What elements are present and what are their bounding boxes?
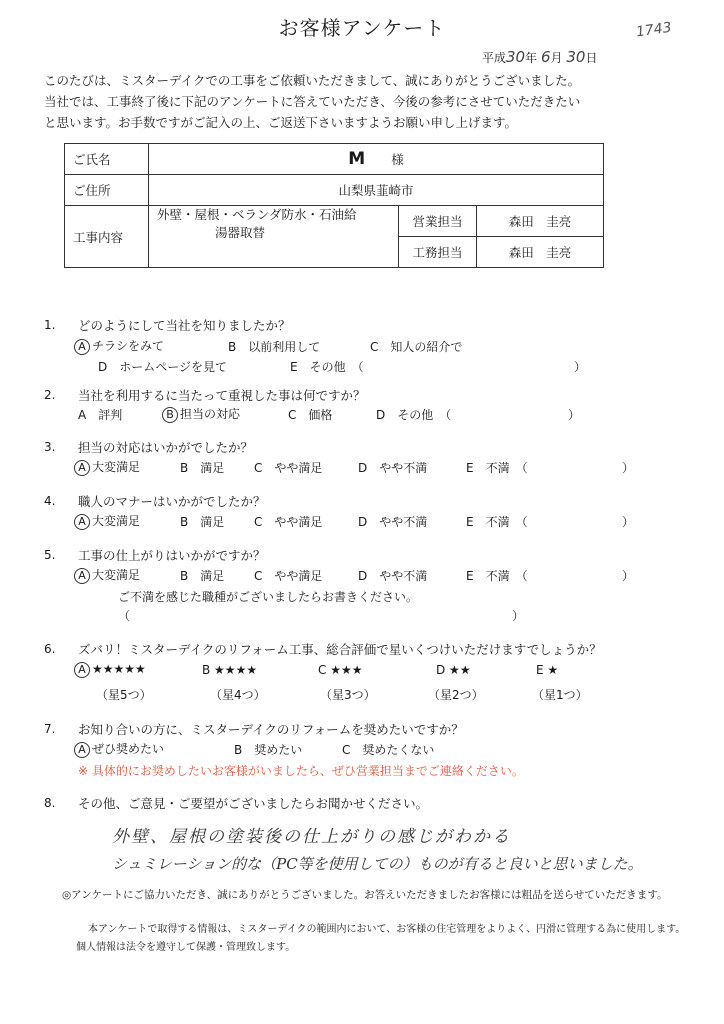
q5-a-text: 大変満足 (92, 568, 141, 582)
q2-b-circle: B (162, 407, 178, 423)
q1-text: どのようにして当社を知りましたか？ (78, 318, 291, 333)
q5-option-d[interactable]: D やや不満 (358, 569, 428, 583)
work-value-line-2: 湯器取替 (215, 225, 266, 240)
q6-option-d[interactable]: D ★★ (436, 663, 471, 677)
work-label: 工事内容 (65, 206, 149, 268)
q1-option-c[interactable]: C 知人の紹介で (370, 340, 463, 354)
q6-option-e[interactable]: E ★ (536, 663, 559, 677)
q2-b-text: 担当の対応 (180, 407, 241, 421)
q5-text: 工事の仕上がりはいかがですか？ (78, 548, 266, 563)
q7-note: ※ 具体的にお奨めしたいお客様がいましたら、ぜひ営業担当までご連絡ください。 (78, 764, 524, 778)
q5-e-close: ） (622, 569, 635, 583)
q6-option-a[interactable] (74, 662, 146, 678)
q4-option-a[interactable] (74, 512, 140, 530)
address-label: ご住所 (65, 175, 149, 206)
q5-a-circle: A (74, 568, 90, 584)
q4-a-circle: A (74, 514, 90, 530)
address-row (65, 175, 604, 206)
q2-d-close: ） (568, 408, 581, 422)
q5-number: 5. (44, 548, 56, 562)
q4-option-c[interactable]: C やや満足 (254, 515, 323, 529)
q7-a-text: ぜひ奨めたい (92, 742, 165, 756)
engineer-label: 工務担当 (399, 237, 477, 268)
q6-text: ズバリ！ミスターデイクのリフォーム工事、総合評価で星いくつけいただけますでしょうか？ (78, 642, 602, 657)
q6-a-circle: A (74, 662, 90, 678)
handwritten-comment-line-1: 外壁、屋根の塗装後の仕上がりの感じがわかる (112, 827, 511, 847)
q6-c-label: （星3つ） (320, 688, 376, 702)
handwritten-id-number: 1743 (635, 19, 673, 41)
customer-name: M (348, 149, 366, 169)
q3-a-text: 大変満足 (92, 460, 141, 474)
date-year-label: 年 (525, 51, 538, 65)
q8-number: 8. (44, 796, 56, 810)
customer-info-table (64, 143, 604, 268)
q7-option-b[interactable]: B 奨めたい (234, 743, 303, 757)
handwritten-comment-line-2: シュミレーション的な（PC等を使用しての）ものが有ると良いと思いました。 (112, 855, 643, 873)
q1-option-b[interactable]: B 以前利用して (228, 340, 321, 354)
q2-option-a[interactable]: A 評判 (78, 408, 123, 422)
q7-text: お知り合いの方に、ミスターデイクのリフォームを奨めたいですか？ (78, 722, 464, 737)
q7-a-circle: A (74, 742, 90, 758)
q8-text: その他、ご意見・ご要望がございましたらお聞かせください。 (78, 796, 429, 811)
q1-a-circle: A (74, 339, 90, 355)
q2-text: 当社を利用するに当たって重視した事は何ですか？ (78, 388, 366, 403)
q3-a-circle: A (74, 460, 90, 476)
q3-option-e[interactable]: E 不満 （ (466, 461, 528, 475)
q5-sub-text: ご不満を感じた職種がございましたらお書きください。 (118, 590, 419, 604)
date-month-label: 月 (550, 51, 563, 65)
q6-a-label: （星5つ） (96, 688, 152, 702)
intro-text (44, 70, 580, 133)
q1-option-e[interactable]: E その他 （ (290, 360, 364, 374)
q3-option-d[interactable]: D やや不満 (358, 461, 428, 475)
name-suffix: 様 (391, 152, 404, 167)
date-era: 平成 (482, 51, 507, 65)
q4-text: 職人のマナーはいかがでしたか？ (78, 494, 266, 509)
q6-option-c[interactable]: C ★★★ (318, 663, 363, 677)
date-line (482, 48, 597, 66)
q4-e-close: ） (622, 515, 635, 529)
q6-b-label: （星4つ） (210, 688, 266, 702)
intro-line-2: 当社では、工事終了後に下記のアンケートに答えていただき、今後の参考にさせていただきたい (44, 94, 581, 109)
q2-option-c[interactable]: C 価格 (288, 408, 333, 422)
name-label: ご氏名 (65, 144, 149, 175)
q1-e-close: ） (574, 360, 587, 374)
name-row (65, 144, 604, 175)
q2-option-d[interactable]: D その他 （ (376, 408, 452, 422)
date-day-label: 日 (585, 51, 598, 65)
q1-a-text: チラシをみて (92, 339, 165, 353)
q4-option-d[interactable]: D やや不満 (358, 515, 428, 529)
name-value-cell (149, 144, 604, 175)
q4-option-b[interactable]: B 満足 (180, 515, 225, 529)
q4-number: 4. (44, 494, 56, 508)
privacy-line-1: 本アンケートで取得する情報は、ミスターデイクの範囲内において、お客様の住宅管理をよりよく、円滑に管理する為に使用します。 (88, 924, 686, 935)
q6-e-label: （星1つ） (532, 688, 588, 702)
q5-option-b[interactable]: B 満足 (180, 569, 225, 583)
work-row-1 (65, 206, 604, 237)
date-month: 6 (540, 48, 551, 66)
q5-sub-open: （ (118, 609, 131, 623)
work-value-line-1: 外壁・屋根・ベランダ防水・石油給 (157, 207, 357, 222)
sales-value: 森田 圭亮 (477, 206, 604, 237)
q2-option-b[interactable] (162, 405, 240, 423)
engineer-value: 森田 圭亮 (477, 237, 604, 268)
q5-option-c[interactable]: C やや満足 (254, 569, 323, 583)
q7-option-a[interactable] (74, 740, 164, 758)
q1-option-d[interactable]: D ホームページを見て (98, 360, 228, 374)
q6-a-stars: ★★★★★ (92, 662, 146, 676)
privacy-line-2: 個人情報は法令を遵守して保護・管理致します。 (76, 942, 296, 953)
q6-number: 6. (44, 642, 56, 656)
thanks-note: ◎アンケートにご協力いただき、誠にありがとうございました。お答えいただきましたお客様には粗品を送らせていただきます。 (62, 889, 668, 901)
q7-number: 7. (44, 722, 56, 736)
q4-a-text: 大変満足 (92, 514, 141, 528)
date-year: 30 (506, 48, 526, 66)
intro-line-1: このたびは、ミスターデイクでの工事をご依頼いただきまして、誠にありがとうございました。 (44, 73, 581, 88)
q5-option-e[interactable]: E 不満 （ (466, 569, 528, 583)
q3-e-close: ） (622, 461, 635, 475)
q6-option-b[interactable]: B ★★★★ (202, 663, 258, 677)
q3-option-a[interactable] (74, 458, 140, 476)
q3-option-b[interactable]: B 満足 (180, 461, 225, 475)
work-value (149, 206, 399, 268)
q7-option-c[interactable]: C 奨めたくない (342, 743, 435, 757)
q5-option-a[interactable] (74, 566, 140, 584)
sales-label: 営業担当 (399, 206, 477, 237)
q1-number: 1. (44, 318, 56, 332)
q3-text: 担当の対応はいかがでしたか？ (78, 440, 254, 455)
q1-option-a[interactable] (74, 337, 164, 355)
date-day: 30 (566, 48, 586, 66)
intro-line-3: と思います。お手数ですがご記入の上、ご返送下さいますようお願い申し上げます。 (44, 115, 518, 130)
q5-sub-close: ） (512, 609, 525, 623)
address-value: 山梨県韮崎市 (149, 175, 604, 206)
q3-option-c[interactable]: C やや満足 (254, 461, 323, 475)
q6-d-label: （星2つ） (428, 688, 484, 702)
page-title: お客様アンケート (278, 16, 446, 40)
q4-option-e[interactable]: E 不満 （ (466, 515, 528, 529)
q2-number: 2. (44, 388, 56, 402)
q3-number: 3. (44, 440, 56, 454)
